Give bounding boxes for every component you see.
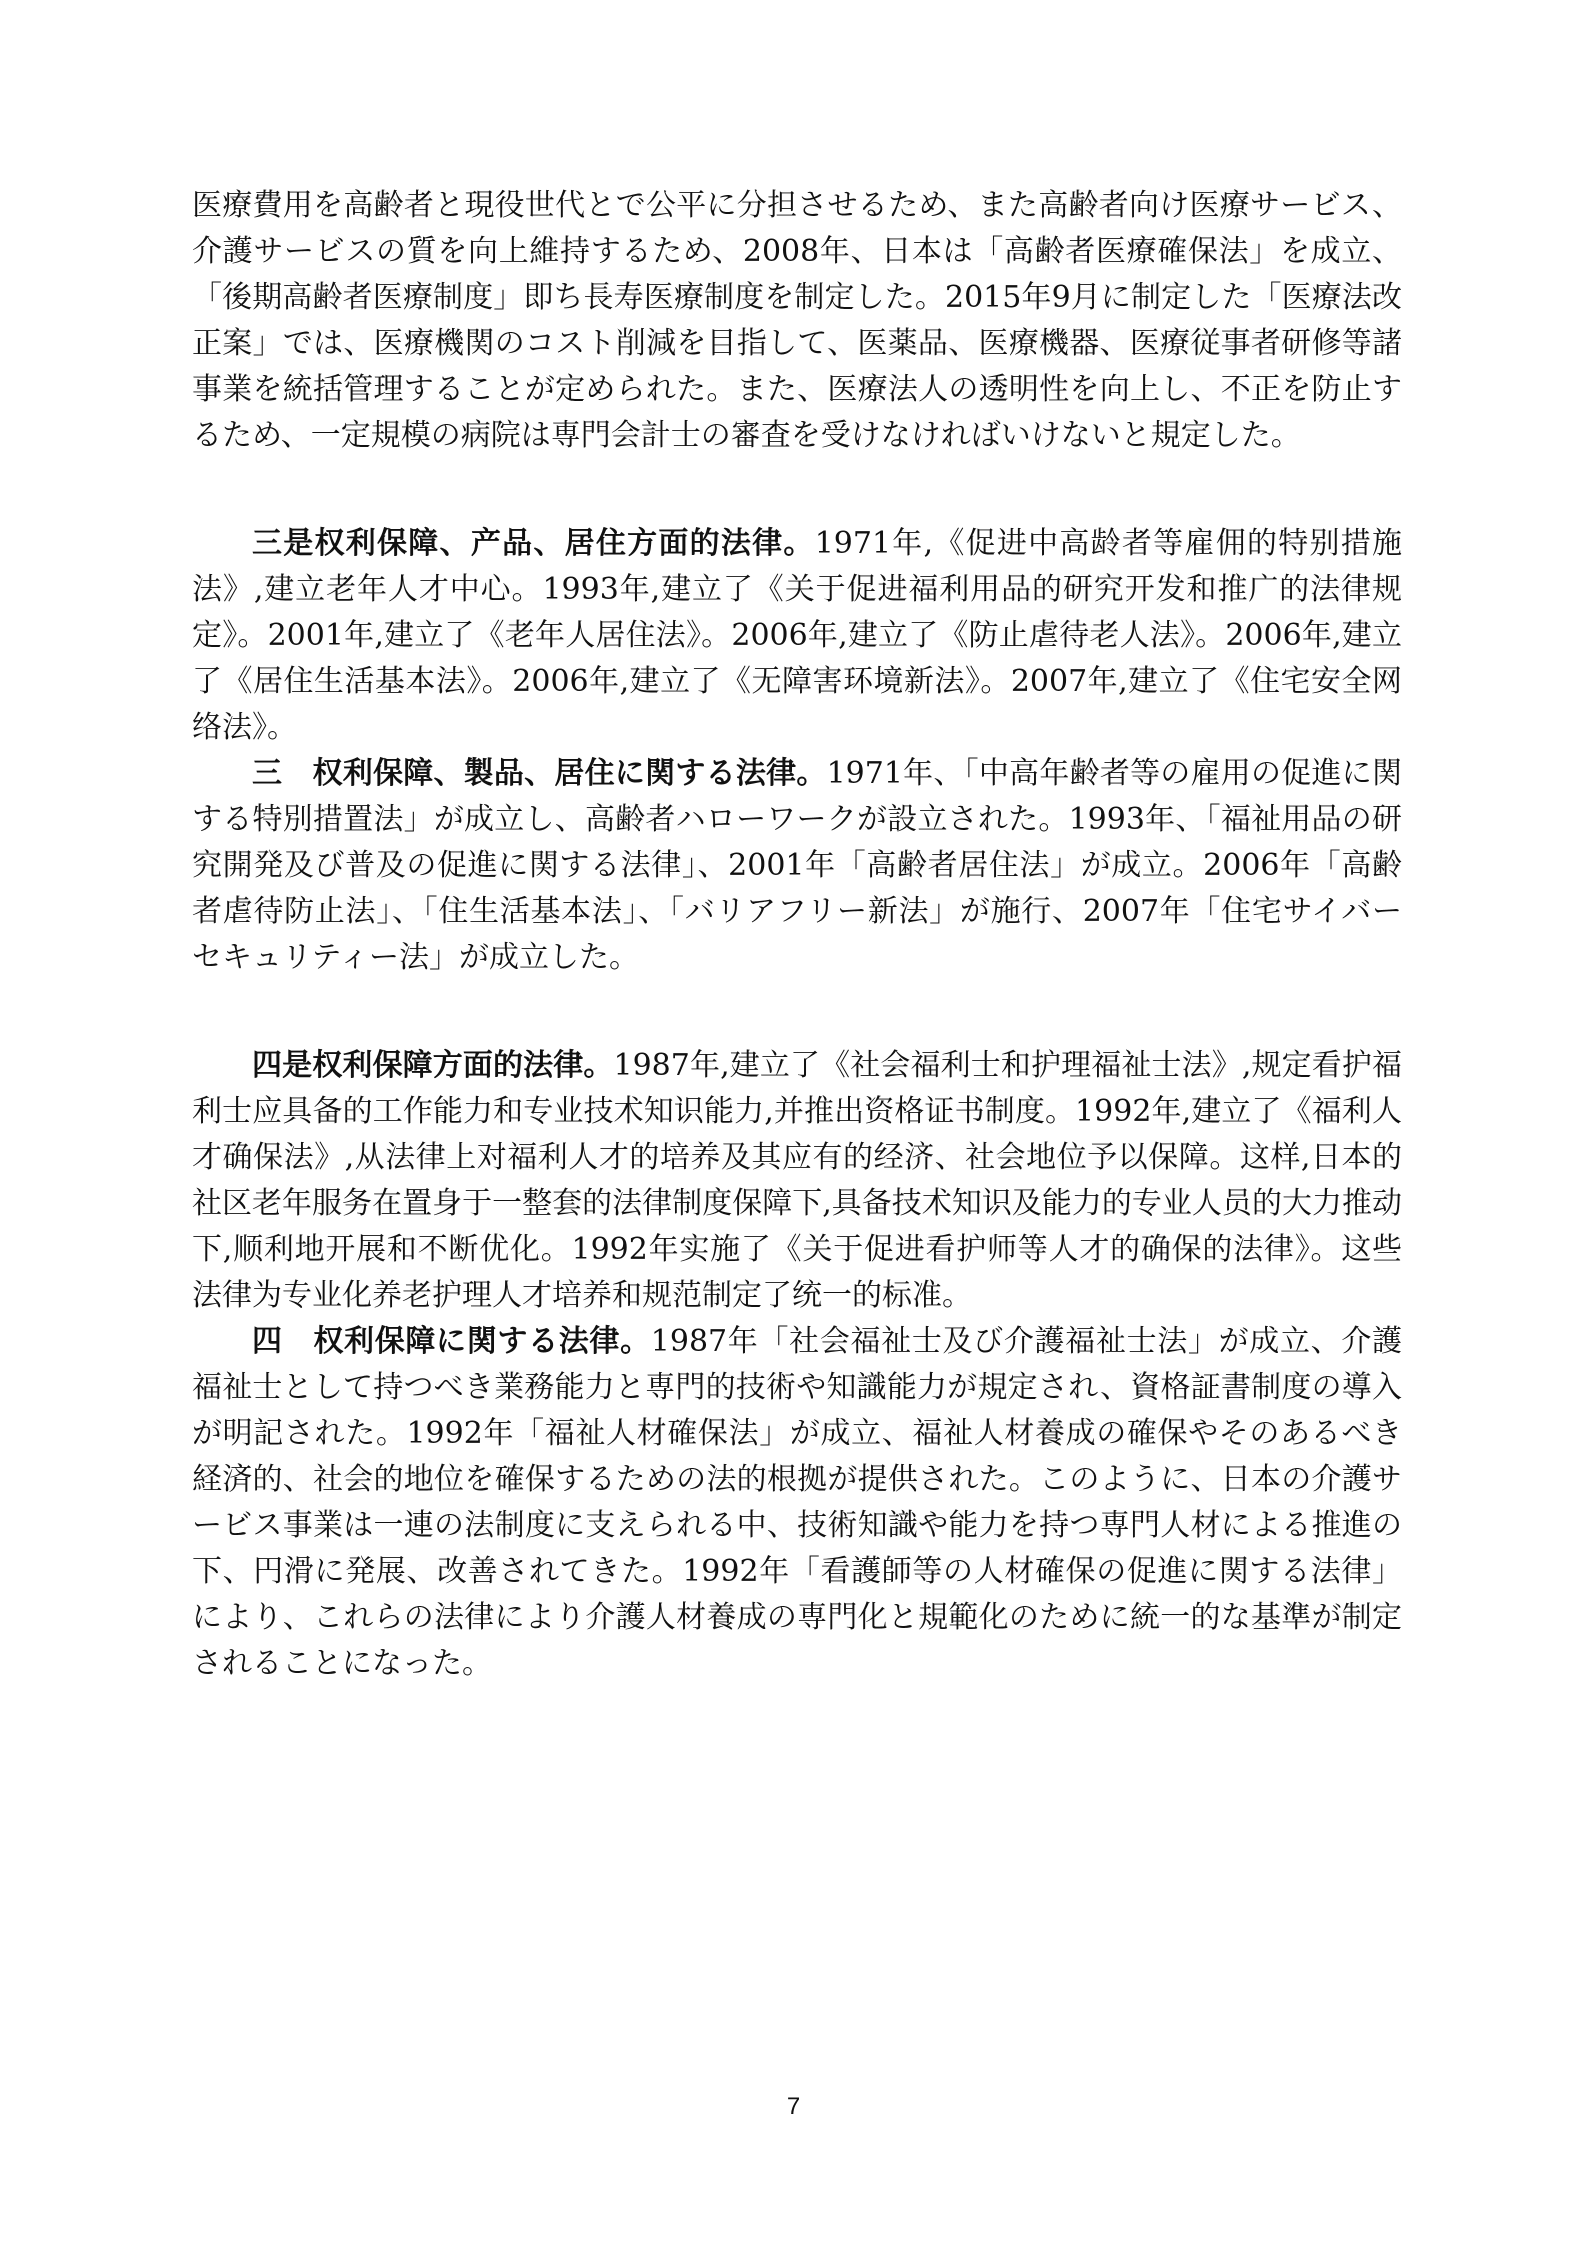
paragraph-text: 1987年,建立了《社会福利士和护理福祉士法》,规定看护福利士应具备的工作能力和专业技术知识能力,并推出资格证书制度。1992年,建立了《福利人才确保法》,从法律上对福利人才的培养及其应有的经济、社会地位予以保障。这样,日本的社区老年服务在置身于一整套的法律制度保障下,具备技术知识及能力的专业人员的大力推动下,顺利地开展和不断优化。1992年实施了《关于促进看护师等人才的确保的法律》。这些法律为专业化养老护理人才培养和规范制定了统一的标准。 — [192, 1048, 1402, 1313]
paragraph-text: 1971年,《促进中高龄者等雇佣的特别措施法》,建立老年人才中心。1993年,建立了《关于促进福利用品的研究开发和推广的法律规定》。2001年,建立了《老年人居住法》。2006年,建立了《防止虐待老人法》。2006年,建立了《居住生活基本法》。2006年,建立了《无障害环境新法》。2007年,建立了《住宅安全网络法》。 — [192, 526, 1402, 745]
paragraph-medical-law-ja — [192, 183, 1402, 459]
page-number: 7 — [786, 2093, 801, 2120]
paragraph-heading: 四是权利保障方面的法律。 — [252, 1048, 614, 1083]
paragraph-heading: 三是权利保障、产品、居住方面的法律。 — [252, 526, 815, 561]
paragraph-text: 1971年、「中高年齢者等の雇用の促進に関する特別措置法」が成立し、高齢者ハローワークが設立された。1993年、「福祉用品の研究開発及び普及の促進に関する法律」、2001年「高齢者居住法」が成立。2006年「高齢者虐待防止法」、「住生活基本法」、「バリアフリー新法」が施行、2007年「住宅サイバーセキュリティー法」が成立した。 — [192, 756, 1402, 975]
paragraph-text: 医療費用を高齢者と現役世代とで公平に分担させるため、また高齢者向け医療サービス、介護サービスの質を向上維持するため、2008年、日本は「高齢者医療確保法」を成立、「後期高齢者医療制度」即ち長寿医療制度を制定した。2015年9月に制定した「医療法改正案」では、医療機関のコスト削減を目指して、医薬品、医療機器、医療従事者研修等諸事業を統括管理することが定められた。また、医療法人の透明性を向上し、不正を防止するため、一定規模の病院は専門会計士の審査を受けなければいけないと規定した。 — [192, 188, 1402, 453]
paragraph-rights-protection-zh — [192, 1043, 1402, 1319]
paragraph-rights-products-housing-ja — [192, 751, 1402, 981]
paragraph-heading: 四 权利保障に関する法律。 — [252, 1324, 651, 1359]
paragraph-rights-products-housing-zh — [192, 521, 1402, 751]
paragraph-rights-protection-ja — [192, 1319, 1402, 1687]
paragraph-heading: 三 权利保障、製品、居住に関する法律。 — [252, 756, 827, 791]
document-body — [192, 183, 1402, 1687]
paragraph-text: 1987年「社会福祉士及び介護福祉士法」が成立、介護福祉士として持つべき業務能力と専門的技術や知識能力が規定され、資格証書制度の導入が明記された。1992年「福祉人材確保法」が成立、福祉人材養成の確保やそのあるべき経済的、社会的地位を確保するための法的根拠が提供された。このように、日本の介護サービス事業は一連の法制度に支えられる中、技術知識や能力を持つ専門人材による推進の下、円滑に発展、改善されてきた。1992年「看護師等の人材確保の促進に関する法律」により、これらの法律により介護人材養成の専門化と規範化のために統一的な基準が制定されることになった。 — [192, 1324, 1402, 1681]
